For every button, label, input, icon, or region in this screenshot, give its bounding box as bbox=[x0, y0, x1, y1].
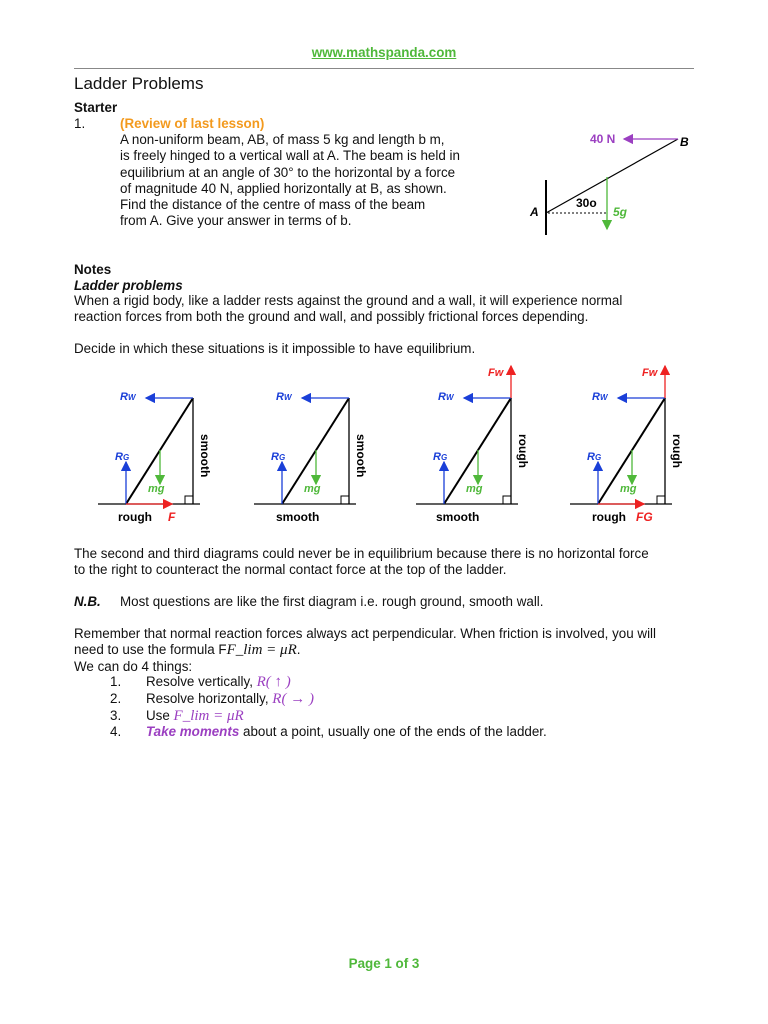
ground-friction-label: FG bbox=[636, 510, 653, 524]
question-line: equilibrium at an angle of 30° to the horizontal by a force bbox=[120, 164, 456, 180]
ladder-diagram-4 bbox=[570, 366, 684, 524]
wall-label: rough bbox=[516, 434, 530, 468]
point-a-label: A bbox=[530, 205, 539, 219]
list-item bbox=[110, 674, 547, 691]
question-line: Find the distance of the centre of mass of the beam bbox=[120, 197, 426, 213]
site-url-link[interactable]: www.mathspanda.com bbox=[311, 45, 457, 60]
notes-para2: Decide in which these situations is it impossible to have equilibrium. bbox=[74, 341, 476, 356]
notes-heading: Notes bbox=[74, 262, 112, 277]
notes-para3 bbox=[74, 546, 649, 579]
notes-para1 bbox=[74, 293, 622, 326]
point-b-label: B bbox=[680, 135, 689, 149]
formula: F_lim = μR bbox=[226, 642, 297, 659]
para-line: to the right to counteract the normal contact force at the top of the ladder. bbox=[74, 562, 507, 578]
weight-label: 5g bbox=[613, 205, 628, 219]
ground-label: rough bbox=[592, 510, 626, 524]
page-number: Page 1 of 3 bbox=[348, 956, 420, 971]
ground-label: rough bbox=[118, 510, 152, 524]
ladder-diagram-1 bbox=[98, 391, 212, 524]
starter-heading: Starter bbox=[74, 100, 118, 115]
para-line: We can do 4 things: bbox=[74, 658, 193, 674]
wall-label: rough bbox=[670, 434, 684, 468]
ladder-diagram-2 bbox=[254, 391, 368, 524]
question-line: from A. Give your answer in terms of b. bbox=[120, 213, 352, 229]
list-math: R( → ) bbox=[272, 690, 314, 707]
list-text: Resolve horizontally, bbox=[146, 690, 273, 706]
list-math: F_lim = μR bbox=[173, 707, 244, 724]
list-number: 4. bbox=[110, 724, 122, 740]
review-note: (Review of last lesson) bbox=[120, 116, 265, 131]
list-number: 1. bbox=[110, 674, 122, 689]
list-text: about a point, usually one of the ends of the ladder. bbox=[239, 724, 547, 740]
para-line: need to use the formula F bbox=[74, 642, 227, 658]
nb-text: Most questions are like the first diagram i.e. rough ground, smooth wall. bbox=[120, 594, 544, 609]
notes-subheading: Ladder problems bbox=[74, 278, 183, 293]
beam-line bbox=[546, 139, 678, 213]
ladder-diagram-3 bbox=[416, 366, 530, 524]
list-number: 3. bbox=[110, 707, 122, 723]
header-rule bbox=[74, 68, 694, 69]
wall-label: smooth bbox=[198, 434, 212, 478]
notes-para4 bbox=[74, 626, 656, 675]
wall-friction-label: Fw bbox=[642, 367, 658, 379]
ground-label: smooth bbox=[276, 510, 320, 524]
ladder-diagrams bbox=[90, 360, 710, 535]
list-number: 2. bbox=[110, 690, 122, 706]
question-line: of magnitude 40 N, applied horizontally at B, as shown. bbox=[120, 180, 447, 196]
ground-label: smooth bbox=[436, 510, 480, 524]
para-line: The second and third diagrams could never be in equilibrium because there is no horizontal force bbox=[74, 546, 649, 561]
beam-diagram bbox=[520, 125, 700, 240]
wall-label: smooth bbox=[354, 434, 368, 478]
list-emph: Take moments bbox=[146, 724, 240, 740]
page-title: Ladder Problems bbox=[74, 74, 204, 93]
force-label: 40 N bbox=[590, 132, 616, 146]
question-text bbox=[120, 132, 460, 230]
question-number: 1. bbox=[74, 116, 86, 131]
question-line: is freely hinged to a vertical wall at A. The beam is held in bbox=[120, 148, 460, 164]
list-item bbox=[110, 708, 547, 725]
list-math: R( ↑ ) bbox=[256, 674, 291, 690]
list-text: Use bbox=[146, 707, 174, 723]
ground-friction-label: F bbox=[168, 510, 176, 524]
angle-label: 30o bbox=[576, 196, 597, 210]
para-line: reaction forces from both the ground and wall, and possibly frictional forces depending. bbox=[74, 309, 589, 325]
nb-label: N.B. bbox=[74, 594, 101, 609]
list-text: Resolve vertically, bbox=[146, 674, 257, 689]
wall-friction-label: Fw bbox=[488, 367, 504, 379]
question-line: A non-uniform beam, AB, of mass 5 kg and length b m, bbox=[120, 132, 445, 147]
formula-line: need to use the formula FF_lim = μR. bbox=[74, 642, 301, 659]
para-line: When a rigid body, like a ladder rests against the ground and a wall, it will experience normal bbox=[74, 293, 623, 308]
para-line: Remember that normal reaction forces always act perpendicular. When friction is involved, you will bbox=[74, 626, 657, 641]
steps-list bbox=[110, 674, 547, 741]
list-item bbox=[110, 724, 547, 741]
list-item bbox=[110, 691, 547, 708]
